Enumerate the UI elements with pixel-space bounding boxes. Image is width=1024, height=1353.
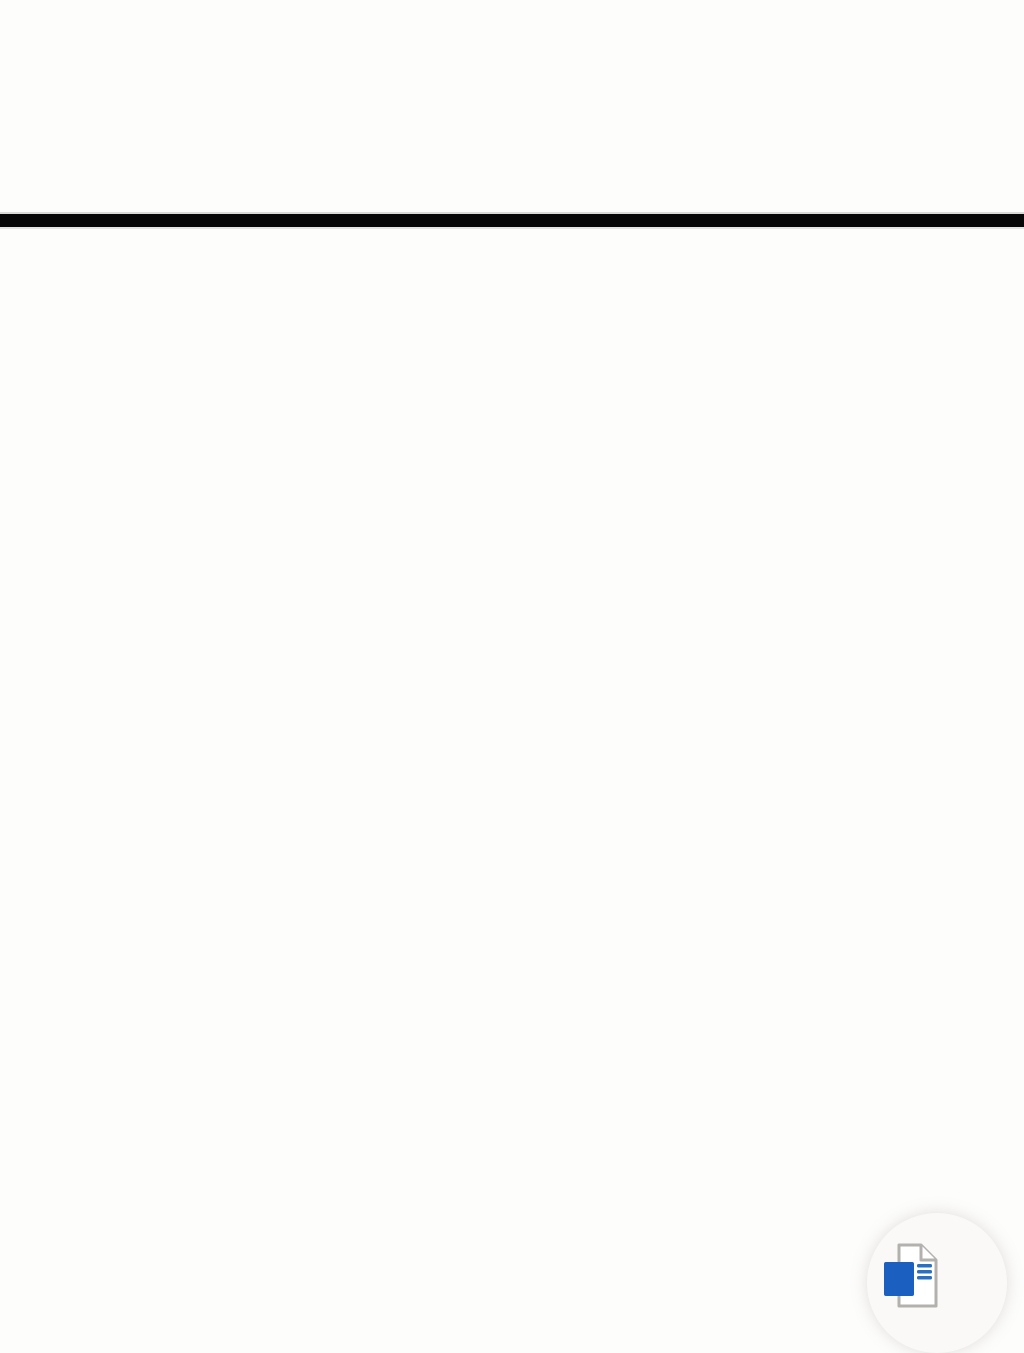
doc-text-line xyxy=(917,1276,932,1280)
doc-text-line xyxy=(917,1270,932,1274)
word-file-icon xyxy=(883,1242,941,1312)
doc-text-line xyxy=(917,1264,932,1268)
page-break-bar xyxy=(0,214,1024,227)
word-file-badge[interactable] xyxy=(867,1213,1007,1353)
folded-corner-shape xyxy=(921,1245,936,1260)
word-square xyxy=(884,1262,914,1296)
